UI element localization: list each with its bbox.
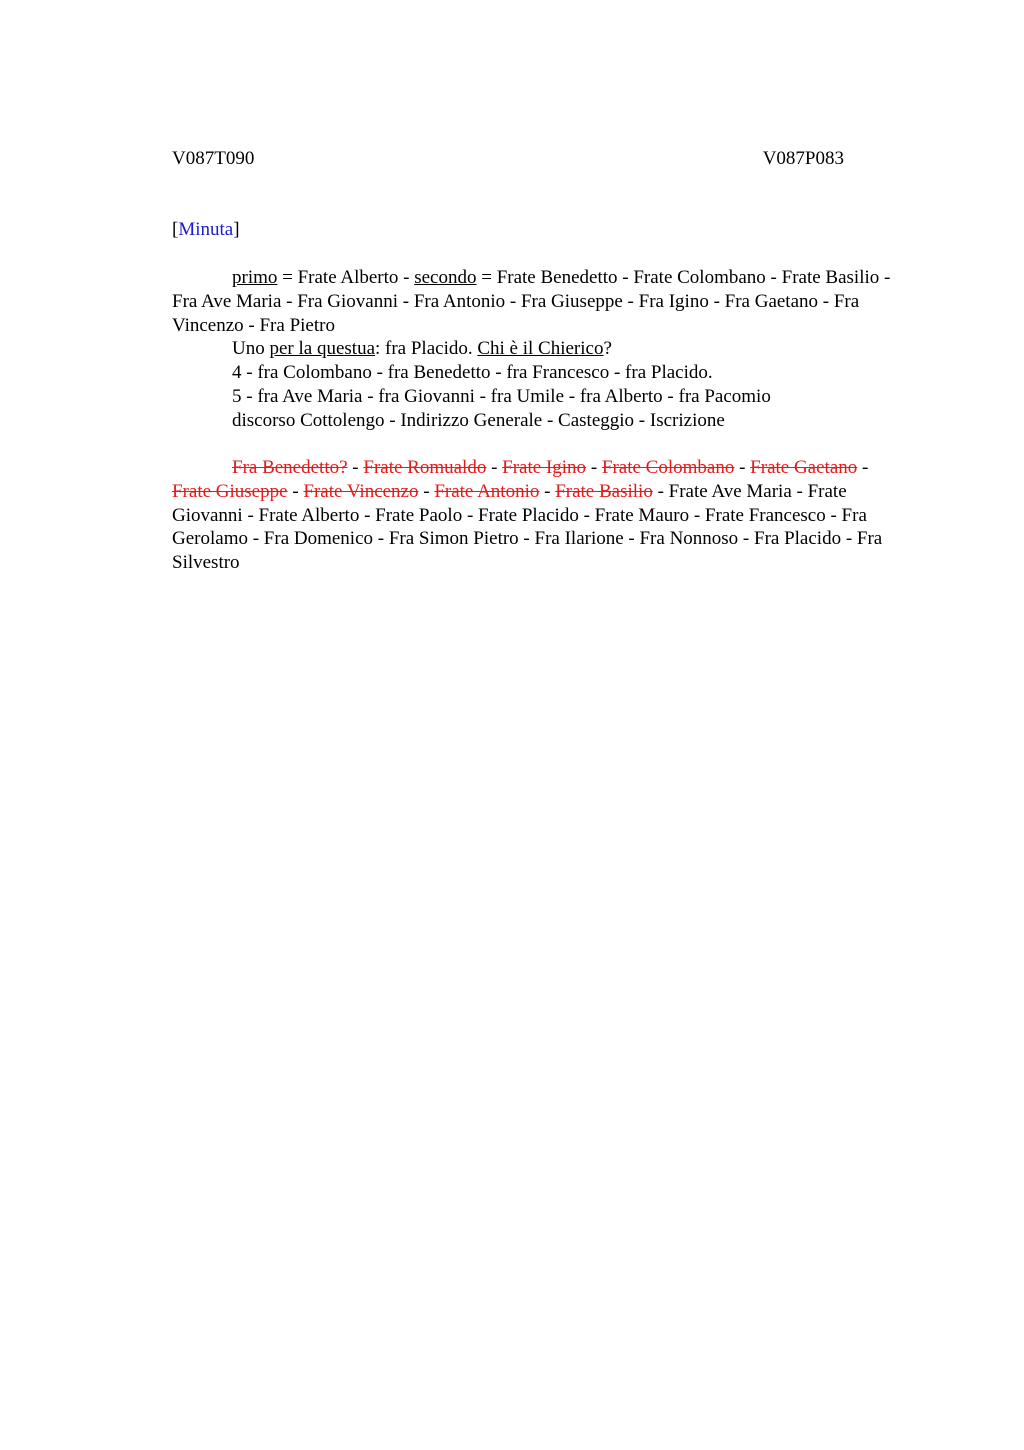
secondo-text: = Frate Benedetto - Frate Colombano - Frate Basilio - Fra Ave Maria - Fra Giovanni - Fra Antonio - Fra Giuseppe - Fra Igino - Fra Gaetano - Fra Vincenzo - Fra Pietro xyxy=(172,267,891,336)
deleted-name: Frate Basilio xyxy=(555,480,653,502)
page-header xyxy=(172,147,844,171)
minuta-close-bracket: ] xyxy=(233,219,240,240)
deleted-name: Fra Benedetto? xyxy=(232,457,348,478)
deleted-name: Frate Vincenzo xyxy=(303,480,419,502)
primo-text: = Frate Alberto - xyxy=(277,267,415,288)
friars-list-block xyxy=(172,456,912,575)
separator: - xyxy=(287,480,304,502)
friars-list xyxy=(172,456,912,575)
deleted-name: Frate Igino xyxy=(502,457,587,478)
notes-line-questua xyxy=(172,337,912,361)
deleted-name: Frate Colombano xyxy=(601,457,735,478)
minuta-link[interactable]: Minuta xyxy=(178,219,234,240)
primo-underlined: primo xyxy=(232,267,278,288)
deleted-name: Frate Romualdo xyxy=(363,457,487,478)
deleted-name: Frate Giuseppe xyxy=(172,480,288,502)
separator: - xyxy=(586,457,602,478)
separator: - xyxy=(486,457,503,478)
separator: - xyxy=(418,480,435,502)
header-left-code: V087T090 xyxy=(172,148,255,169)
minuta-label xyxy=(172,218,240,242)
questua-text: : fra Placido. xyxy=(375,338,478,360)
notes-line-five: 5 - fra Ave Maria - fra Giovanni - fra Umile - fra Alberto - fra Pacomio xyxy=(232,385,771,407)
questua-prefix: Uno xyxy=(232,338,270,360)
separator: - xyxy=(857,457,869,478)
questua-underlined: per la questua xyxy=(269,338,375,360)
header-right-code: V087P083 xyxy=(762,148,844,169)
notes-block xyxy=(172,266,912,433)
secondo-underlined: secondo xyxy=(414,267,477,288)
chierico-underlined: Chi è il Chierico xyxy=(477,338,604,360)
separator: - xyxy=(347,457,364,478)
notes-line-primo xyxy=(172,266,912,337)
minuta-open-bracket: [ xyxy=(172,219,179,240)
separator: - xyxy=(539,480,556,502)
notes-line-discorso: discorso Cottolengo - Indirizzo Generale - Casteggio - Iscrizione xyxy=(232,409,725,431)
deleted-name: Frate Antonio xyxy=(434,480,540,502)
separator: - xyxy=(734,457,751,478)
remaining-names: - Frate Ave Maria - Frate Giovanni - Frate Alberto - Frate Paolo - Frate Placido - Frate Mauro - Frate Francesco - Fra Gerolamo - Fra Domenico - Fra Simon Pietro - Fra Ilarione - Fra Nonnoso - Fra Placido - Fra Silvestro xyxy=(172,480,883,574)
deleted-name: Frate Gaetano xyxy=(750,457,858,478)
notes-line-four: 4 - fra Colombano - fra Benedetto - fra Francesco - fra Placido. xyxy=(232,362,713,384)
chierico-question: ? xyxy=(603,338,612,360)
